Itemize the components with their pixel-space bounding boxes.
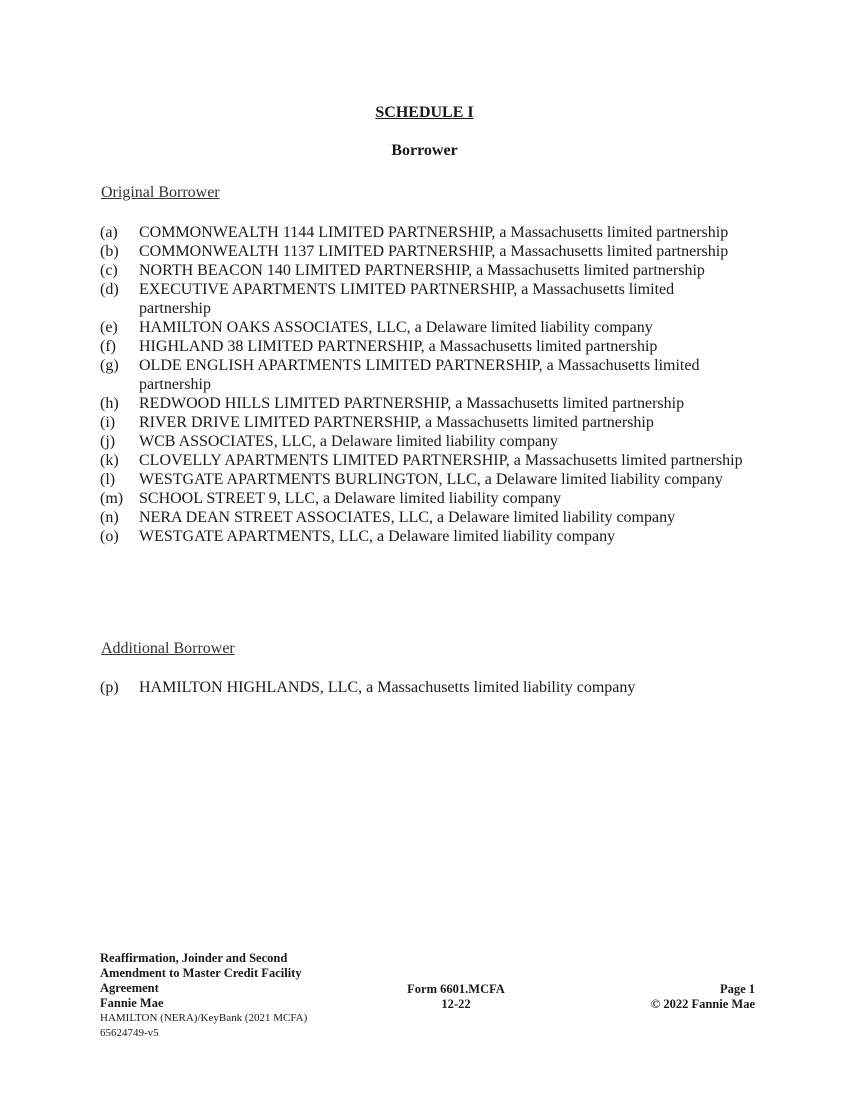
item-letter: (m) — [100, 490, 124, 507]
item-text: WCB ASSOCIATES, LLC, a Delaware limited liability company — [139, 433, 559, 450]
item-text: NERA DEAN STREET ASSOCIATES, LLC, a Delaware limited liability company — [139, 509, 676, 526]
borrower-item — [100, 451, 750, 470]
footer-doc-id: 65624749-v5 — [100, 1027, 159, 1039]
footer-form: Form 6601.MCFA — [407, 982, 505, 996]
item-text: WESTGATE APARTMENTS, LLC, a Delaware limited liability company — [139, 528, 616, 545]
footer-org: Fannie Mae — [100, 996, 164, 1010]
item-text: WESTGATE APARTMENTS BURLINGTON, LLC, a Delaware limited liability company — [139, 471, 723, 488]
item-text: HAMILTON HIGHLANDS, LLC, a Massachusetts limited liability company — [139, 679, 636, 696]
item-letter: (l) — [100, 471, 116, 488]
original-borrower-heading: Original Borrower — [101, 184, 220, 201]
additional-borrower-heading: Additional Borrower — [101, 640, 235, 657]
borrower-item — [100, 242, 750, 261]
borrower-item — [100, 394, 750, 413]
item-letter: (a) — [100, 224, 118, 241]
item-letter: (b) — [100, 243, 119, 260]
footer-doc-title-line: Reaffirmation, Joinder and Second — [100, 951, 288, 965]
borrower-item — [100, 678, 750, 697]
item-letter: (e) — [100, 319, 118, 336]
footer-copyright: © 2022 Fannie Mae — [650, 997, 755, 1011]
borrower-item — [100, 356, 750, 394]
item-text: REDWOOD HILLS LIMITED PARTNERSHIP, a Massachusetts limited partnership — [139, 395, 685, 412]
footer-form-date: 12-22 — [441, 997, 471, 1011]
borrower-item — [100, 318, 750, 337]
footer-form-info — [396, 982, 516, 1012]
item-text: HIGHLAND 38 LIMITED PARTNERSHIP, a Massachusetts limited partnership — [139, 338, 658, 355]
item-letter: (i) — [100, 414, 116, 431]
footer-document-info — [100, 951, 360, 1041]
item-letter: (p) — [100, 679, 119, 696]
borrower-item — [100, 261, 750, 280]
footer-doc-title-line: Amendment to Master Credit Facility — [100, 966, 302, 980]
item-letter: (g) — [100, 357, 119, 374]
item-letter: (k) — [100, 452, 119, 469]
borrower-item — [100, 432, 750, 451]
borrower-item — [100, 280, 750, 318]
item-text: RIVER DRIVE LIMITED PARTNERSHIP, a Massachusetts limited partnership — [139, 414, 654, 431]
item-text: NORTH BEACON 140 LIMITED PARTNERSHIP, a Massachusetts limited partnership — [139, 262, 705, 279]
item-text: HAMILTON OAKS ASSOCIATES, LLC, a Delaware limited liability company — [139, 319, 653, 336]
borrower-item — [100, 223, 750, 242]
footer-page-info — [555, 982, 755, 1012]
item-letter: (n) — [100, 509, 119, 526]
item-text: SCHOOL STREET 9, LLC, a Delaware limited liability company — [139, 490, 562, 507]
item-letter: (d) — [100, 281, 119, 298]
footer-matter: HAMILTON (NERA)/KeyBank (2021 MCFA) — [100, 1012, 308, 1024]
footer-doc-title-line: Agreement — [100, 981, 159, 995]
borrower-item — [100, 489, 750, 508]
original-borrower-list — [100, 223, 750, 546]
borrower-item — [100, 527, 750, 546]
schedule-title: SCHEDULE I — [375, 104, 474, 121]
borrower-item — [100, 470, 750, 489]
borrower-item — [100, 413, 750, 432]
item-letter: (o) — [100, 528, 119, 545]
item-text: COMMONWEALTH 1144 LIMITED PARTNERSHIP, a Massachusetts limited partnership — [139, 224, 729, 241]
footer-page-number: Page 1 — [719, 982, 755, 996]
item-text: COMMONWEALTH 1137 LIMITED PARTNERSHIP, a Massachusetts limited partnership — [139, 243, 729, 260]
item-letter: (f) — [100, 338, 116, 355]
schedule-subtitle: Borrower — [391, 142, 458, 159]
item-text: EXECUTIVE APARTMENTS LIMITED PARTNERSHIP, a Massachusetts limited partnership — [139, 281, 675, 317]
additional-borrower-list — [100, 678, 750, 697]
item-letter: (j) — [100, 433, 116, 450]
item-text: CLOVELLY APARTMENTS LIMITED PARTNERSHIP, a Massachusetts limited partnership — [139, 452, 743, 469]
item-letter: (h) — [100, 395, 119, 412]
borrower-item — [100, 508, 750, 527]
borrower-item — [100, 337, 750, 356]
item-text: OLDE ENGLISH APARTMENTS LIMITED PARTNERSHIP, a Massachusetts limited partnership — [139, 357, 700, 393]
item-letter: (c) — [100, 262, 118, 279]
